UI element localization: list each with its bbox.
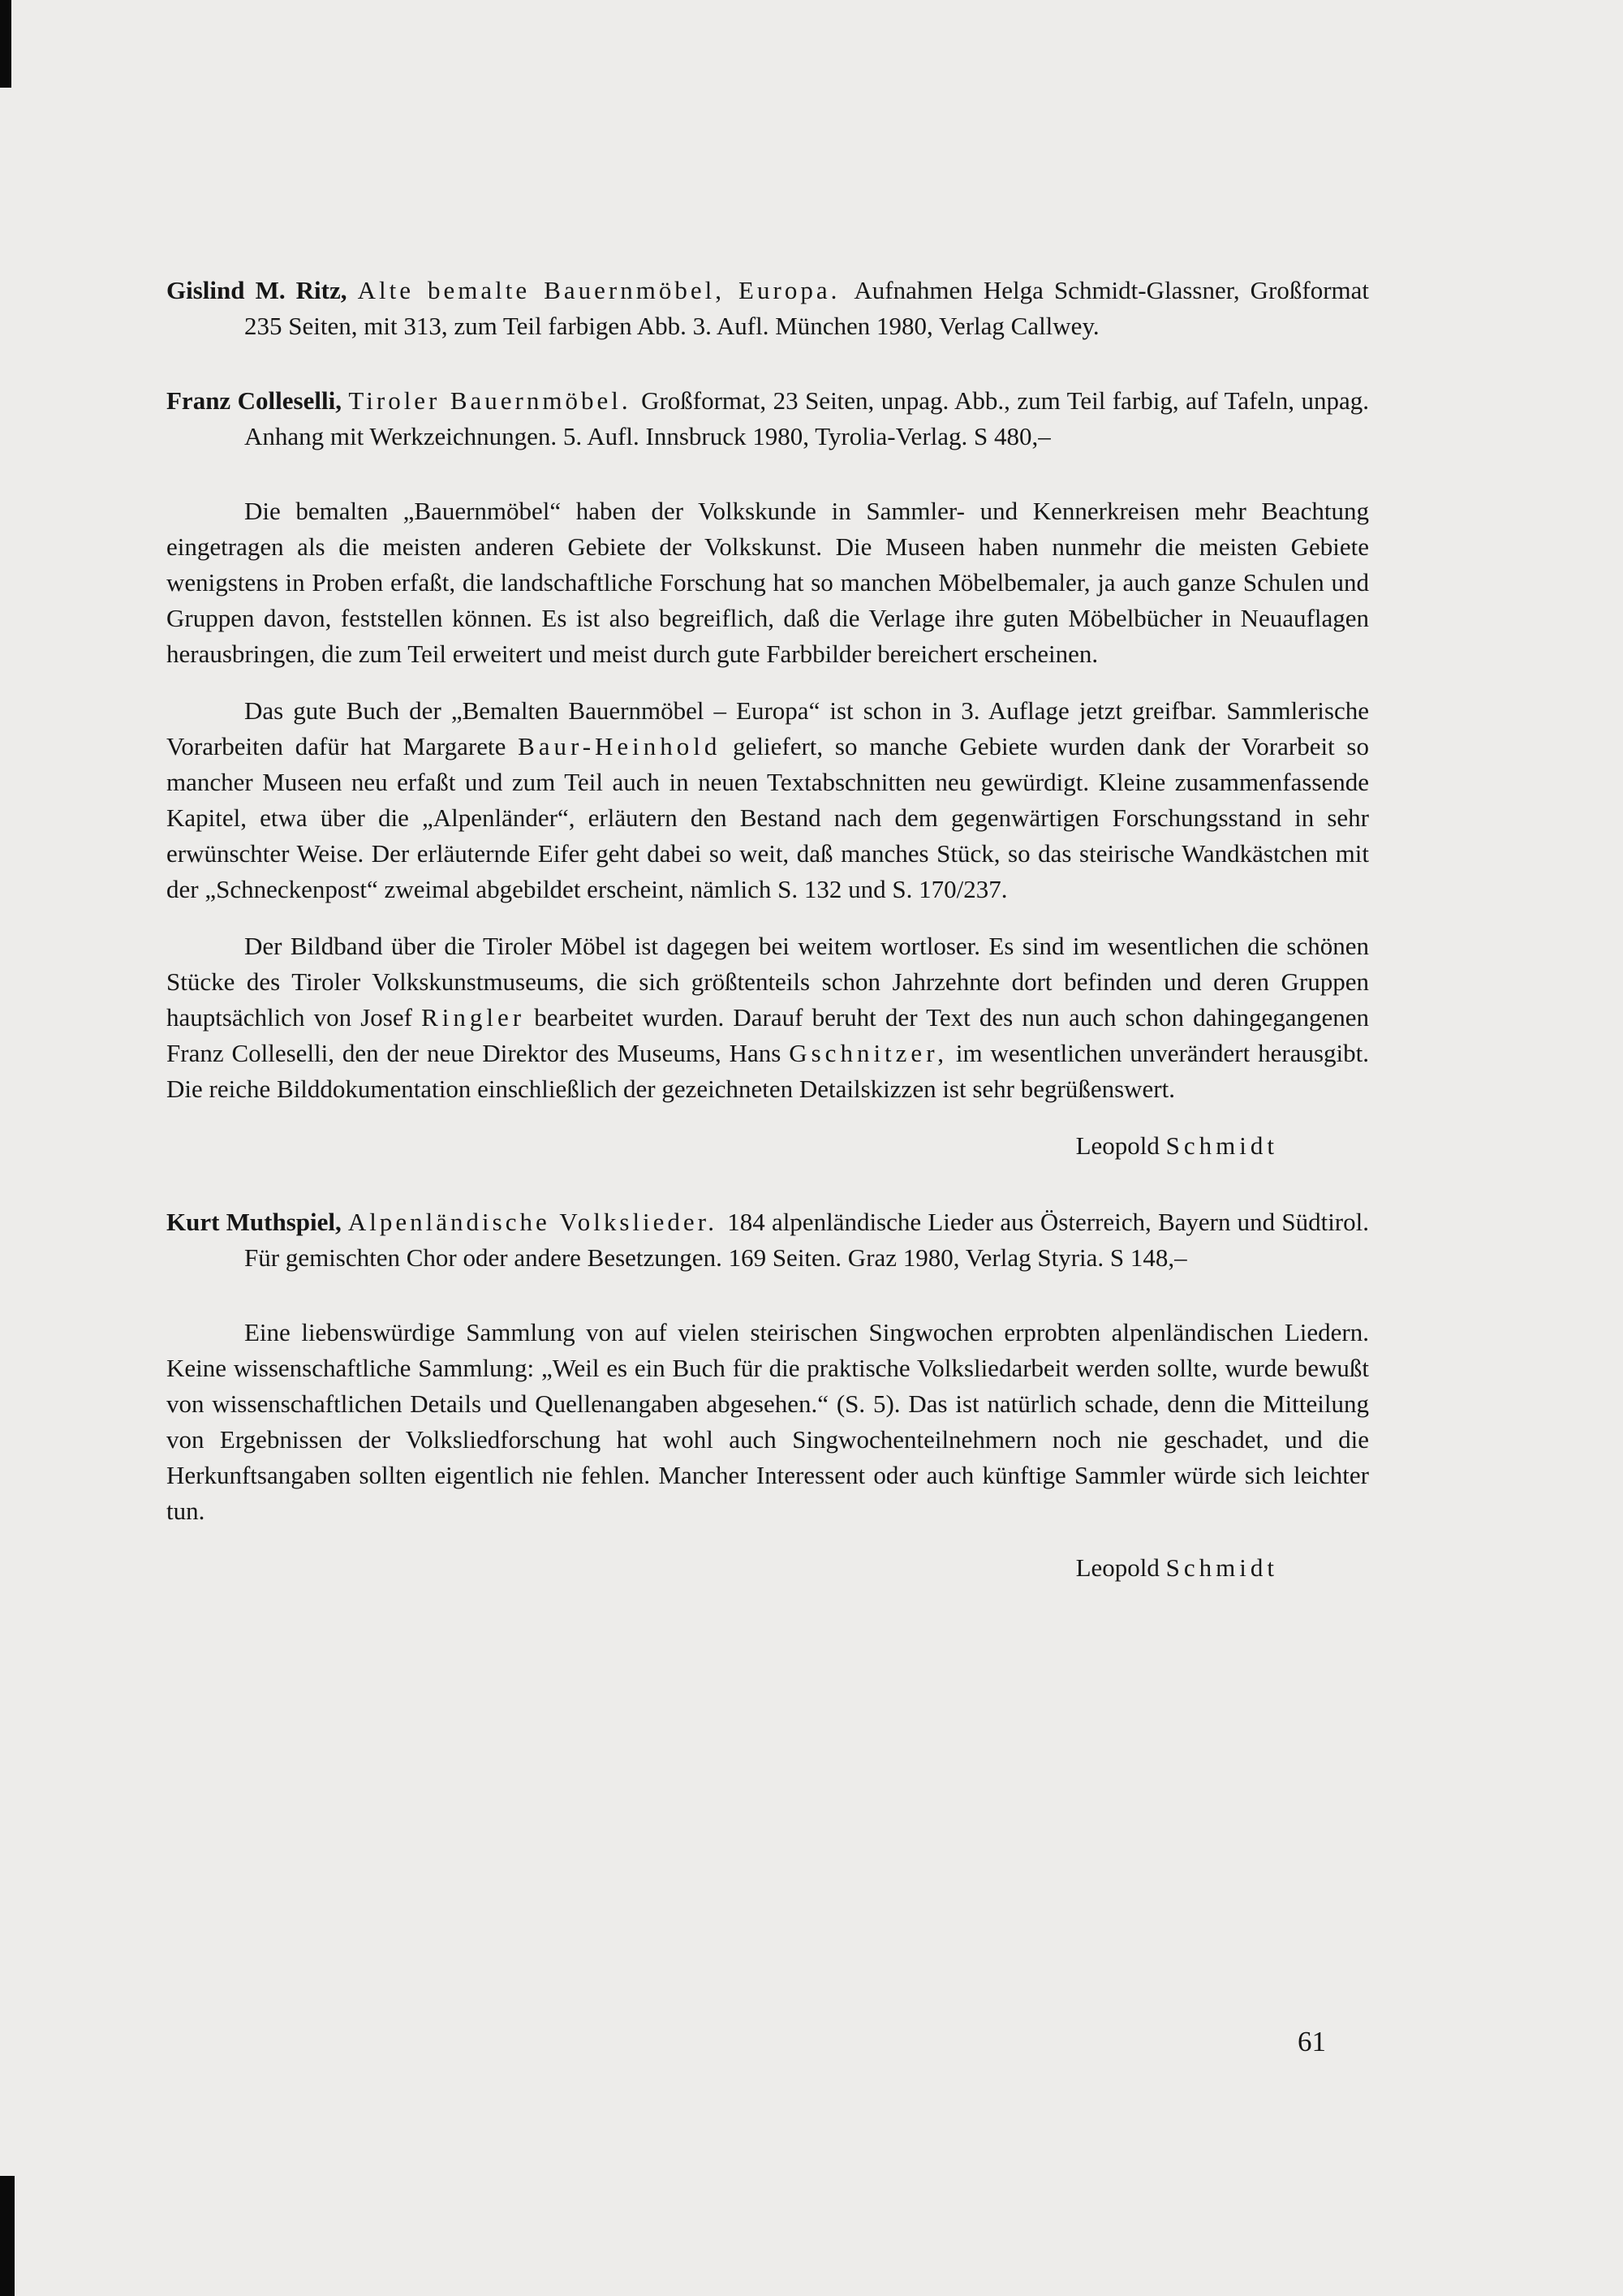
signature-given-name-2: Leopold <box>1075 1553 1166 1582</box>
paragraph-3-text-b: bearbeitet wurden. Darauf beruht der Text des nun auch schon dahingegangenen Franz Colleselli, den der neue Direktor des Museums, Hans <box>166 1003 1370 1067</box>
book-details-ritz: Aufnahmen Helga Schmidt-Glassner, Großformat 235 Seiten, mit 313, zum Teil farbigen Abb. 3. Aufl. München 1980, Verlag Callwey. <box>244 276 1370 340</box>
book-title-colleselli: Tiroler Bauernmöbel. <box>348 386 642 415</box>
book-title-muthspiel: Alpenländische Volkslieder. <box>347 1208 728 1236</box>
review-paragraph-3 <box>166 928 1369 1107</box>
paragraph-3-text-c: im wesentlichen unverändert herausgibt. Die reiche Bilddokumentation einschließlich der gezeichneten Detailskizzen ist sehr begrüßenswert. <box>166 1039 1369 1103</box>
reviewer-signature-2 <box>166 1550 1369 1586</box>
book-entry-colleselli <box>166 383 1369 454</box>
person-name-ringler: Ringler <box>421 1003 526 1032</box>
book-entry-ritz <box>166 273 1369 344</box>
book-entry-muthspiel <box>166 1204 1369 1276</box>
paragraph-2-text-b: geliefert, so manche Gebiete wurden dank der Vorarbeit so mancher Museen neu erfaßt und zum Teil auch in neuen Textabschnitten neu gewürdigt. Kleine zusammenfassende Kapitel, etwa über die „Alpenländer“, erläutern den Bestand nach dem gegenwärtigen Forschungsstand in sehr erwünschter Weise. Der erläuternde Eifer geht dabei so weit, daß manches Stück, so das steirische Wandkästchen mit der „Schneckenpost“ zweimal abgebildet erscheint, nämlich S. 132 und S. 170/237. <box>166 732 1369 903</box>
book-author-ritz: Gislind M. Ritz, <box>166 276 358 304</box>
reviewer-signature-1 <box>166 1128 1369 1164</box>
review-paragraph-4: Eine liebenswürdige Sammlung von auf vielen steirischen Singwochen erprobten alpenländischen Liedern. Keine wissenschaftliche Sammlung: „Weil es ein Buch für die praktische Volksliedarbeit werden sollte, wurde bewußt von wissenschaftlichen Details und Quellenangaben abgesehen.“ (S. 5). Das ist natürlich schade, denn die Mitteilung von Ergebnissen der Volksliedforschung hat wohl auch Singwochenteilnehmern noch nie geschadet, und die Herkunftsangaben sollten eigentlich nie fehlen. Mancher Interessent oder auch künftige Sammler würde sich leichter tun. <box>166 1318 1369 1525</box>
review-paragraph-2 <box>166 693 1369 907</box>
page-body <box>166 273 1369 1626</box>
book-details-muthspiel: 184 alpenländische Lieder aus Österreich, Bayern und Südtirol. Für gemischten Chor oder andere Besetzungen. 169 Seiten. Graz 1980, Verlag Styria. S 148,– <box>244 1208 1369 1272</box>
signature-given-name: Leopold <box>1075 1131 1166 1160</box>
book-details-colleselli: Großformat, 23 Seiten, unpag. Abb., zum Teil farbig, auf Tafeln, unpag. Anhang mit Werkzeichnungen. 5. Aufl. Innsbruck 1980, Tyrolia-Verlag. S 480,– <box>244 386 1370 450</box>
scan-artifact-bottom-left <box>0 2176 15 2296</box>
book-author-muthspiel: Kurt Muthspiel, <box>166 1208 348 1236</box>
page-number: 61 <box>1298 2026 1326 2057</box>
book-title-ritz: Alte bemalte Bauernmöbel, Europa. <box>357 276 855 304</box>
person-name-baur-heinhold: Baur-Heinhold <box>518 732 721 760</box>
paragraph-2-text-a: Das gute Buch der „Bemalten Bauernmöbel – Europa“ ist schon in 3. Auflage jetzt greifbar. Sammlerische Vorarbeiten dafür hat Margarete <box>166 696 1369 760</box>
book-author-colleselli: Franz Colleselli, <box>166 386 349 415</box>
paragraph-3-text-a: Der Bildband über die Tiroler Möbel ist dagegen bei weitem wortloser. Es sind im wesentlichen die schönen Stücke des Tiroler Volkskunstmuseums, die sich größtenteils schon Jahrzehnte dort befinden und deren Gruppen hauptsächlich von Josef <box>166 932 1369 1032</box>
signature-surname: Schmidt <box>1165 1131 1278 1160</box>
scan-artifact-top-left <box>0 0 11 88</box>
person-name-gschnitzer: Gschnitzer, <box>789 1039 949 1067</box>
signature-surname-2: Schmidt <box>1165 1553 1278 1582</box>
review-paragraph-1: Die bemalten „Bauernmöbel“ haben der Volkskunde in Sammler- und Kennerkreisen mehr Beachtung eingetragen als die meisten anderen Gebiete der Volkskunst. Die Museen haben nunmehr die meisten Gebiete wenigstens in Proben erfaßt, die landschaftliche Forschung hat so manchen Möbelbemaler, ja auch ganze Schulen und Gruppen davon, feststellen können. Es ist also begreiflich, daß die Verlage ihre guten Möbelbücher in Neuauflagen herausbringen, die zum Teil erweitert und meist durch gute Farbbilder bereichert erscheinen. <box>166 497 1369 668</box>
